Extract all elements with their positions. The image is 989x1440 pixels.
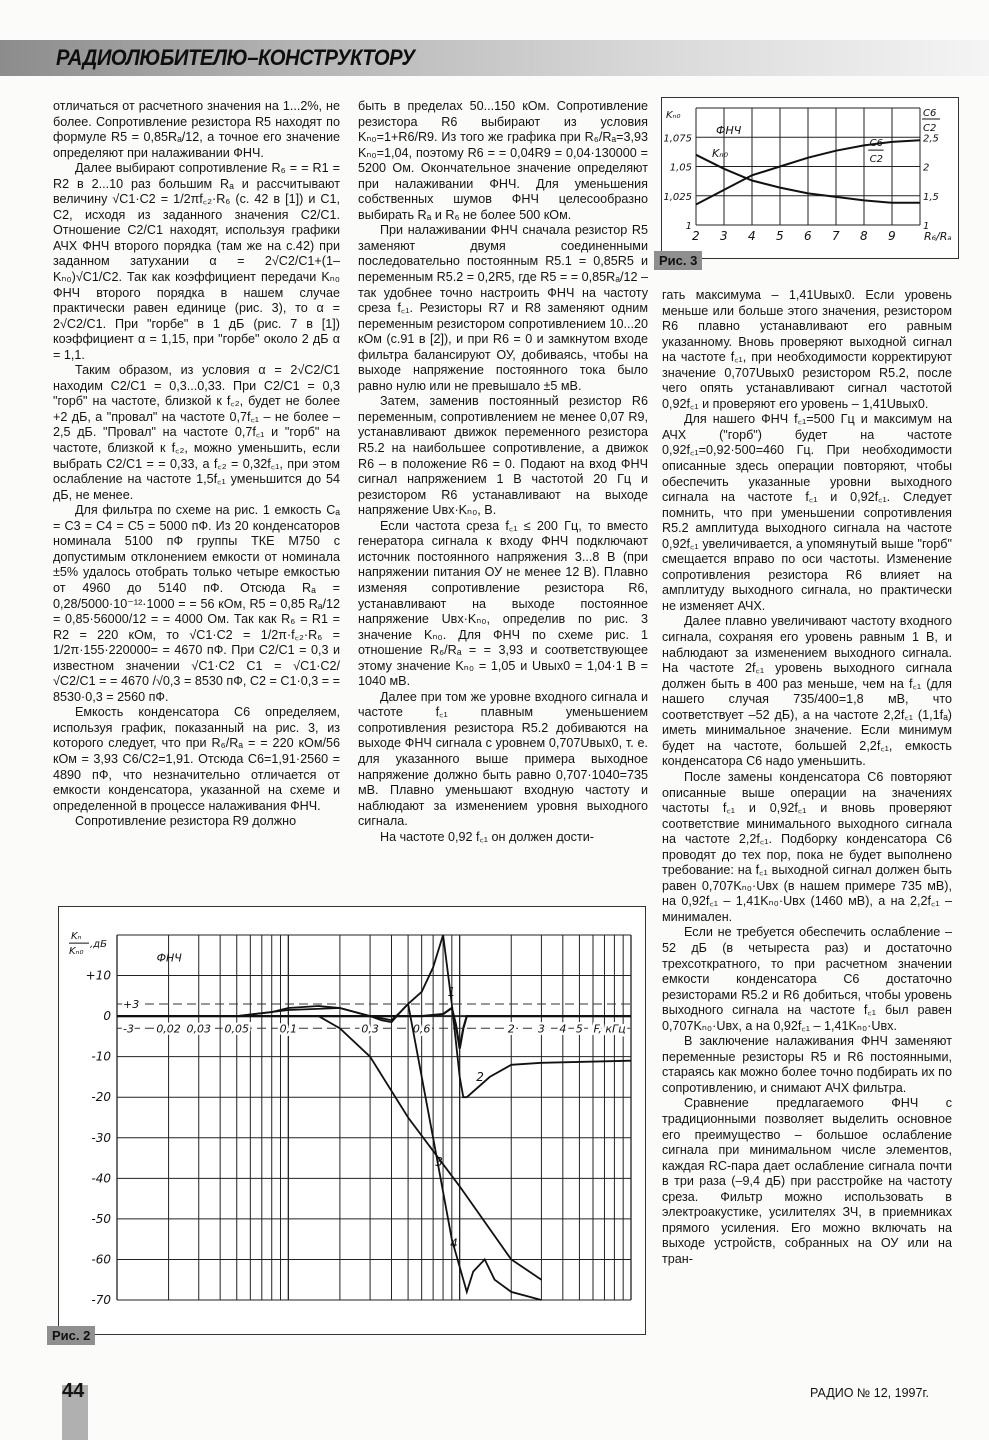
y-left-tick-label: 1,025 [663,191,692,203]
paragraph: Сравнение предлагаемого ФНЧ с традиционными позволяет выделить основное его преимущество – большое ослабление сигнала при минимальном числе элементов, каждая RC-пара дает ослабление сигнала почти в три раза (–9,4 дБ) при расстройке на частоту среза. Фильтр можно использовать в электроакустике, усилителях ЗЧ, в приемниках прямого усиления. Его можно включать на выходе устройств, собранных на ОУ или на тран- [662,1096,952,1266]
dashed-level-label: -3 [123,1022,134,1036]
x-tick-label: 3 [720,229,728,243]
paragraph: Таким образом, из условия α = 2√C2/C1 находим C2/C1 = 0,3...0,33. При C2/C1 = 0,3 "горб" на частоте, близкой к f꜀₂, будет не более +2 дБ, а "провал" на частоте 0,7f꜀₁ – не более –2,5 дБ. "Провал" на частоте 0,7f꜀₁ и "горб" на частоте, близкой к f꜀₂, можно уменьшить, если выбрать C2/C1 = = 0,33, а f꜀₂ = 0,32f꜀₁, при этом ослабление на частоте 1,5f꜀₁ уменьшится до 54 дБ, не менее. [53,363,340,502]
x-tick-label: 7 [832,229,840,243]
y-axis-label-den: Kₙ₀ [69,946,84,958]
chart-title: ФНЧ [156,951,182,965]
paragraph: Емкость конденсатора C6 определяем, используя график, показанный на рис. 3, из которого следует, что при R₆/Rₐ = = 220 кОм/56 кОм = 3,93 C6/C2=1,91. Отсюда C6=1,91·2560 = 4890 пФ, что незначительно отличается от емкости конденсатора, указанной на схеме и определенной в процессе налаживания ФНЧ. [53,705,340,813]
y-right-tick-label: 2 [923,162,930,174]
paragraph: Далее плавно увеличивают частоту входного сигнала, сохраняя его уровень равным 1 В, и наблюдают за изменением выходного сигнала. На частоте 2f꜀₁ уровень выходного сигнала должен быть в 400 раз меньше, чем на f꜀₁ (для нашего случая 735/400=1,8 мВ, что соответствует –52 дБ), а на частоте 2,2f꜀₁ (1,1fₐ) иметь минимальное значение. Если минимум будет на частоте, большей 2,2f꜀₁, емкость конденсатора C6 надо уменьшить. [662,614,952,769]
y-right-tick-label: 2,5 [923,133,939,145]
paragraph: Затем, заменив постоянный резистор R6 переменным, сопротивлением не менее 0,07 R9, устанавливают движок переменного резистора R5.2 на наибольшее сопротивление, а движок R6 – в положение R6 = 0. Подают на вход ФНЧ сигнал напряжением 1 В частотой 20 Гц и резистором R6 устанавливают на выходе напряжение Uвх·Kₙ₀, В. [358,394,648,518]
paragraph: Далее при том же уровне входного сигнала и частоте f꜀₁ плавным уменьшением сопротивления резистора R5.2 добиваются на выходе ФНЧ сигнала с уровнем 0,707Uвых0, т. е. для указанного выше примера выходное напряжение должно быть равно 0,707·1040=735 мВ. Плавно уменьшают входную частоту и наблюдают за изменением уровня выходного сигнала. [358,689,648,829]
x-tick-label: 2 [692,229,700,243]
x-tick-label: 0,3 [361,1022,379,1036]
paragraph: Сопротивление резистора R9 должно [75,814,297,829]
y-left-tick-label: 1 [685,221,692,232]
chart-title: ФНЧ [716,124,742,137]
x-tick-label: 9 [888,229,896,243]
y-right-tick-label: 1,5 [923,191,939,203]
x-tick-label: 5 [776,229,784,243]
figure-2-caption: Рис. 2 [47,1326,95,1345]
series-label-c2: C2 [869,153,883,165]
text-column-3 [662,288,952,1267]
page-number: 44 [62,1380,85,1402]
y-right-tick-label: 1 [923,221,930,232]
figure-3 [661,97,959,259]
x-tick-label: 0,03 [186,1022,211,1036]
paragraph: После замены конденсатора C6 повторяют описанные выше операции на значениях частоты f꜀₁ и 0,92f꜀₁ и вновь проверяют соответствие минимального выходного сигнала на частоте 2,2f꜀₁. Подборку конденсатора C6 проводят до тех пор, пока не будет выполнено требование: на f꜀₁ выходной сигнал должен быть равен 0,707Kₙ₀·Uвх (в нашем примере 735 мВ), на 0,92f꜀₁ – 1,41Kₙ₀·Uвх (1460 мВ), а на 2,2f꜀₁ – минимален. [662,769,952,924]
x-tick-label: 4 [559,1022,567,1036]
paragraph: На частоте 0,92 f꜀₁ он должен дости- [380,829,594,844]
dashed-level-label: +3 [123,997,140,1011]
figure-3-caption: Рис. 3 [654,251,702,270]
text-column-2 [358,99,648,845]
y-tick-label: -50 [91,1211,111,1226]
x-tick-label: 8 [860,229,868,243]
journal-reference: РАДИО № 12, 1997г. [810,1386,929,1400]
series-label-kn0: Kₙ₀ [712,147,729,161]
series-label: 3 [435,1155,443,1170]
y-left-tick-label: 1,075 [663,133,692,145]
y-left-axis-label: Kₙ₀ [666,110,681,121]
paragraph: Для фильтра по схеме на рис. 1 емкость Cₐ = C3 = C4 = C5 = 5000 пФ. Из 20 конденсаторов номинала 5100 пФ группы ТКЕ М750 с допустимым отклонением емкости от номинала ±5% удалось отобрать только четыре емкостью от 4960 до 5140 пФ. Отсюда Rₐ = 0,28/5000·10⁻¹²·1000 = = 56 кОм, R5 = 0,85 Rₐ/12 = 0,85·56000/12 = = 4000 Ом. Так как R₆ = R1 = R2 = 220 кОм, то √C1·C2 = 1/2π·f꜀₂·R₆ = 1/2π·155·220000= = 4670 пФ. При C2/C1 = 0,3 и известном значении √C1·C2 C1 = √C1·C2/√C2/C1 = = 4670 /√0,3 = 8530 пФ, C2 = C1·0,3 = = 8530·0,3 = 2560 пФ. [53,503,340,704]
x-tick-label: 0,02 [156,1022,181,1036]
paragraph: В заключение налаживания ФНЧ заменяют переменные резисторы R5 и R6 постоянными, стараясь как можно более точно подбирать их по сопротивлению, и снимают АЧХ фильтра. [662,1034,952,1095]
y-tick-label: -10 [91,1049,111,1064]
paragraph: быть в пределах 50...150 кОм. Сопротивление резистора R6 выбирают из условия Kₙ₀=1+R6/R9. Из того же графика при R₆/Rₐ=3,93 Kₙ₀=1,04, поэтому R6 = = 0,04R9 = 0,04·130000 = 5200 Ом. Окончательное значение определяют при налаживании ФНЧ. Для уменьшения собственных шумов ФНЧ целесообразно выбирать Rₐ и R₆ не более 500 кОм. [358,99,648,222]
x-tick-label: 5 [575,1022,583,1036]
y-tick-label: -20 [91,1090,111,1105]
paragraph: Если частота среза f꜀₁ ≤ 200 Гц, то вместо генератора сигнала к входу ФНЧ подключают источник постоянного напряжения 3...8 В (при напряжении питания ОУ не менее 12 В). Плавно изменяя сопротивление резистора R6, устанавливают на выходе постоянное напряжение Uвх·Kₙ₀, определив по рис. 3 значение Kₙ₀. Для ФНЧ по схеме рис. 1 отношение R₆/Rₐ = = 3,93 и соответствующее этому значение Kₙ₀ = 1,05 и Uвых0 = 1,04·1 В = 1040 мВ. [358,518,648,689]
series-curve-3 [117,1016,541,1280]
x-tick-label: 0,05 [224,1022,250,1036]
series-curve-4 [117,1004,541,1300]
paragraph: При налаживании ФНЧ сначала резистор R5 заменяют двумя соединенными последовательно постоянным R5.1 = 0,85R5 и переменным R5.2 = 0,2R5, где R5 = = 0,85Rₐ/12 – так удобнее точно настроить ФНЧ на частоту среза f꜀₁. Резисторы R7 и R8 заменяют одним переменным резистором сопротивлением 10...20 кОм (с.91 в [2]), и при R6 = 0 и замкнутом входе фильтра балансируют ОУ, добиваясь, чтобы на выходе напряжение постоянного тока было равно нулю или не превышало ±5 мВ. [358,223,648,393]
paragraph: гать максимума – 1,41Uвых0. Если уровень меньше или больше этого значения, резистором R6 плавно устанавливают его равным указанному. Вновь проверяют выходной сигнал на частоте f꜀₁, при необходимости корректируют значение 0,707Uвых0 резистором R5.2, после чего опять устанавливают сигнал частотой 0,92f꜀₁ и проверяют его уровень – 1,41Uвых0. [662,288,952,411]
y-right-axis-label-den: C2 [923,123,937,134]
y-tick-label: +10 [85,968,111,983]
series-label: 2 [476,1070,484,1084]
x-axis-label: F, кГц [593,1022,626,1036]
x-tick-label: 3 [537,1022,545,1036]
y-tick-label: -70 [91,1293,111,1307]
x-tick-label: 6 [804,229,812,243]
y-tick-label: -60 [91,1252,111,1267]
y-axis-label-unit: ,дБ [90,939,107,951]
y-tick-label: 0 [103,1009,111,1024]
y-tick-label: -30 [91,1130,111,1145]
y-tick-label: -40 [91,1171,111,1186]
x-tick-label: 2 [507,1022,515,1036]
x-tick-label: 4 [748,229,756,243]
series-label: 4 [450,1236,458,1251]
figure-2 [58,906,646,1335]
y-axis-label-num: Kₙ [71,931,82,943]
x-axis-label: R₆/Rₐ [924,230,952,243]
paragraph: Если не требуется обеспечить ослабление –52 дБ (в четыреста раз) и достаточно трехсоткратного, то при расчетном значении емкости конденсатора C6 достаточно резисторами R5.2 и R6 добиться, чтобы уровень выходного сигнала на частоте f꜀₁ был равен 0,707Kₙ₀·Uвх, а на 0,92f꜀₁ – 1,41Kₙ₀·Uвх. [662,925,952,1033]
text-column-1 [53,99,340,830]
paragraph: Далее выбирают сопротивление R₆ = = R1 = R2 в 2...10 раз большим Rₐ и рассчитывают величину √C1·C2 = 1/2πf꜀₂·R₆ (с. 42 в [1]) и C1, C2, исходя из заданного значения C2/C1. Отношение C2/C1 находят, используя графики АЧХ ФНЧ второго порядка (там же на с.42) при заданном затухании α = 2√C2/C1+(1–Kₙ₀)√C1/C2. Так как коэффициент передачи Kₙ₀ ФНЧ второго порядка в нашем случае практически равен единице (рис. 3), то α = 2√C2/C1. При "горбе" в 1 дБ (рис. 7 в [1]) коэффициент α = 1,15, при "горбе" около 2 дБ α = 1,1. [53,161,340,362]
x-tick-label: 0,6 [412,1022,431,1036]
figure-2-chart [59,907,645,1334]
y-right-axis-label-num: C6 [923,108,937,119]
series-label: 1 [447,984,456,999]
y-left-tick-label: 1,05 [669,162,692,174]
figure-3-chart [662,98,958,258]
x-tick-label: 0,1 [279,1022,298,1036]
paragraph: отличаться от расчетного значения на 1...2%, не более. Сопротивление резистора R5 находят по формуле R5 = 0,85Rₐ/12, а точное его значение определяют при налаживании ФНЧ. [53,99,340,160]
section-title: РАДИОЛЮБИТЕЛЮ–КОНСТРУКТОРУ [56,45,415,70]
paragraph: Для нашего ФНЧ f꜀₁=500 Гц и максимум на АЧХ ("горб") будет на частоте 0,92f꜀₁=0,92·500=460 Гц. При необходимости описанные здесь операции повторяют, чтобы обеспечить указанные уровни выходного сигнала на частоте f꜀₁ и 0,92f꜀₁. Следует помнить, что при уменьшении сопротивления R5.2 амплитуда выходного сигнала на частоте 0,92f꜀₁ увеличивается, а упомянутый выше "горб" смещается вправо по оси частоты. Изменение сопротивления резистора R6 влияет на амплитуду выходного сигнала, но практически не изменяет АЧХ. [662,412,952,613]
series-label-c6: C6 [869,138,883,150]
